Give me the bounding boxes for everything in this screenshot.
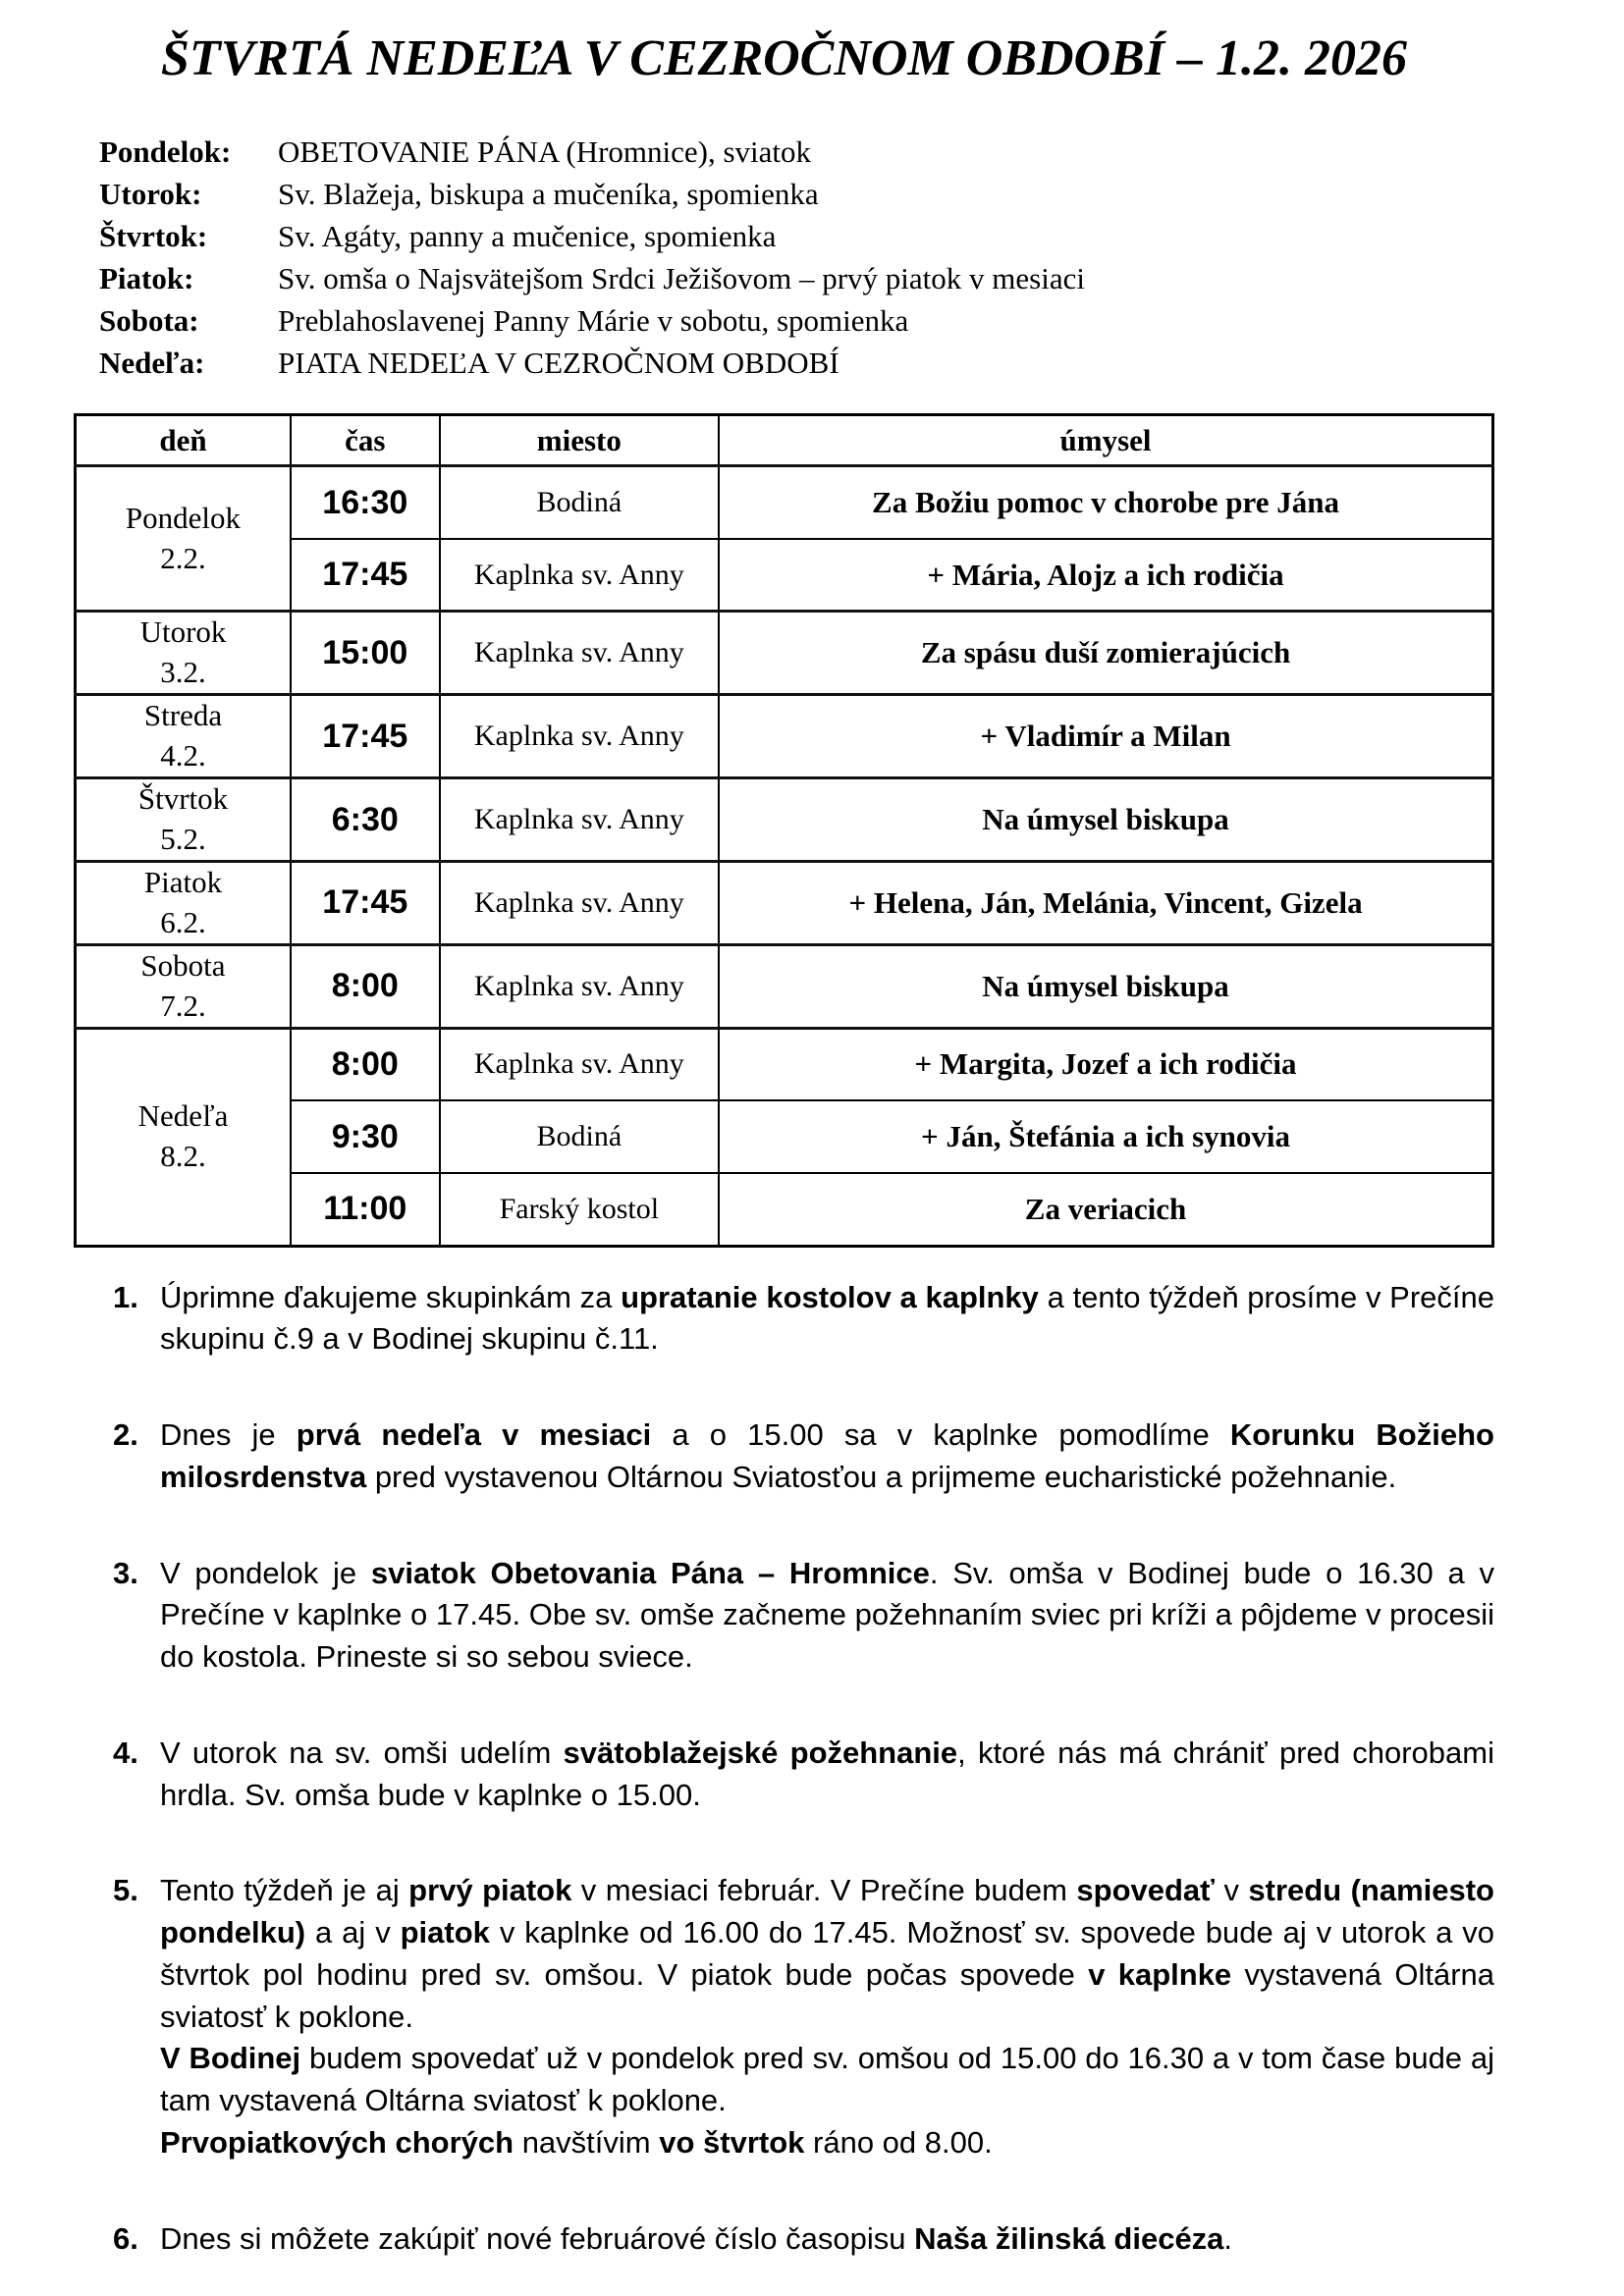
feast-row (99, 215, 1494, 257)
header-time: čas (291, 415, 440, 466)
intent-cell: + Vladimír a Milan (719, 695, 1492, 778)
feast-day-label: Piatok: (99, 261, 194, 296)
feast-day-label: Utorok: (99, 177, 202, 212)
feast-row (99, 131, 1494, 173)
intent-cell: + Helena, Ján, Melánia, Vincent, Gizela (719, 861, 1492, 944)
time-cell: 17:45 (291, 695, 440, 778)
announcement-number: 4. (113, 1735, 138, 1770)
feast-day-text: OBETOVANIE PÁNA (Hromnice), sviatok (278, 134, 812, 169)
time-cell: 11:00 (291, 1173, 440, 1246)
place-cell: Kaplnka sv. Anny (440, 539, 719, 612)
announcement-item (113, 1870, 1494, 2163)
feast-day-label: Štvrtok: (99, 219, 208, 254)
day-cell (76, 944, 291, 1028)
announcement-number: 2. (113, 1417, 138, 1453)
time-cell: 9:30 (291, 1100, 440, 1173)
time-cell: 15:00 (291, 612, 440, 695)
day-cell (76, 1028, 291, 1246)
day-cell (76, 466, 291, 612)
schedule-table (74, 413, 1494, 1247)
announcement-text: Dnes si môžete zakúpiť nové februárové číslo časopisu Naša žilinská diecéza. (160, 2220, 1233, 2256)
day-cell (76, 695, 291, 778)
place-cell: Bodiná (440, 466, 719, 539)
place-cell: Kaplnka sv. Anny (440, 944, 719, 1028)
feast-day-text: Preblahoslavenej Panny Márie v sobotu, spomienka (278, 303, 909, 339)
time-cell: 16:30 (291, 466, 440, 539)
place-cell: Kaplnka sv. Anny (440, 695, 719, 778)
day-date: 2.2. (160, 540, 206, 575)
mass-row (76, 944, 1493, 1028)
place-cell: Kaplnka sv. Anny (440, 1028, 719, 1100)
feast-row (99, 173, 1494, 215)
day-date: 8.2. (160, 1139, 206, 1174)
page-content (74, 29, 1494, 2261)
feast-row (99, 257, 1494, 299)
intent-cell: Na úmysel biskupa (719, 944, 1492, 1028)
intent-cell: Za veriacich (719, 1173, 1492, 1246)
day-date: 7.2. (160, 988, 206, 1023)
day-name: Sobota (140, 947, 226, 983)
day-date: 5.2. (160, 822, 206, 856)
feast-day-text: Sv. Blažeja, biskupa a mučeníka, spomienka (278, 177, 819, 212)
page-title: ŠTVRTÁ NEDEĽA V CEZROČNOM OBDOBÍ – 1.2. 2026 (161, 30, 1407, 86)
announcement-text: Dnes je prvá nedeľa v mesiaci a o 15.00 sa v kaplnke pomodlíme Korunku Božieho milosrdenstva pred vystavenou Oltárnou Sviatosťou a prijmeme eucharistické požehnanie. (160, 1417, 1494, 1494)
announcement-item (113, 1553, 1494, 1679)
announcement-text: V pondelok je sviatok Obetovania Pána – Hromnice. Sv. omša v Bodinej bude o 16.30 a v Prečíne v kaplnke o 17.45. Obe sv. omše začneme požehnaním sviec pri kríži a pôjdeme v procesii do kostola. Prineste si so sebou sviece. (160, 1555, 1494, 1675)
time-cell: 17:45 (291, 861, 440, 944)
day-name: Piatok (143, 864, 223, 899)
mass-row (76, 466, 1493, 539)
announcement-number: 1. (113, 1279, 138, 1314)
feast-day-label: Sobota: (99, 303, 199, 339)
day-name: Streda (143, 698, 223, 733)
intent-cell: + Margita, Jozef a ich rodičia (719, 1028, 1492, 1100)
day-date: 6.2. (160, 904, 206, 939)
day-cell (76, 612, 291, 695)
intent-cell: + Ján, Štefánia a ich synovia (719, 1100, 1492, 1173)
day-cell (76, 778, 291, 862)
feast-row (99, 342, 1494, 384)
intent-cell: Za spásu duší zomierajúcich (719, 612, 1492, 695)
announcement-item (113, 1277, 1494, 1362)
intent-cell: Za Božiu pomoc v chorobe pre Jána (719, 466, 1492, 539)
header-intention: úmysel (719, 415, 1492, 466)
mass-row (76, 695, 1493, 778)
intent-cell: + Mária, Alojz a ich rodičia (719, 539, 1492, 612)
day-date: 3.2. (160, 655, 206, 690)
feast-day-label: Pondelok: (99, 134, 232, 169)
place-cell: Farský kostol (440, 1173, 719, 1246)
day-name: Utorok (139, 614, 227, 650)
header-day: deň (76, 415, 291, 466)
mass-row (76, 612, 1493, 695)
time-cell: 17:45 (291, 539, 440, 612)
mass-row (76, 861, 1493, 944)
schedule-body (76, 466, 1493, 1246)
feast-day-text: Sv. omša o Najsvätejšom Srdci Ježišovom – prvý piatok v mesiaci (278, 261, 1085, 296)
place-cell: Kaplnka sv. Anny (440, 778, 719, 862)
announcement-item (113, 1733, 1494, 1817)
header-place: miesto (440, 415, 719, 466)
feast-day-text: PIATA NEDEĽA V CEZROČNOM OBDOBÍ (278, 346, 839, 381)
place-cell: Bodiná (440, 1100, 719, 1173)
announcements-list (113, 1277, 1494, 2261)
announcement-number: 5. (113, 1873, 138, 1908)
announcement-number: 3. (113, 1555, 138, 1590)
feast-day-label: Nedeľa: (99, 346, 205, 381)
mass-row (76, 778, 1493, 862)
day-date: 4.2. (160, 738, 206, 774)
time-cell: 8:00 (291, 944, 440, 1028)
place-cell: Kaplnka sv. Anny (440, 612, 719, 695)
time-cell: 6:30 (291, 778, 440, 862)
schedule-header (76, 415, 1493, 466)
announcement-text: Tento týždeň je aj prvý piatok v mesiaci február. V Prečíne budem spovedať v stredu (namiesto pondelku) a aj v piatok v kaplnke od 16.00 do 17.45. Možnosť sv. spovede bude aj v utorok a vo štvrtok pol hodinu pred sv. omšou. V piatok bude počas spovede v kaplnke vystavená Oltárna sviatosť k poklone. V Bodinej budem spovedať už v pondelok pred sv. omšou od 15.00 do 16.30 a v tom čase bude aj tam vystavená Oltárna sviatosť k poklone. Prvopiatkových chorých navštívim vo štvrtok ráno od 8.00. (160, 1873, 1494, 2161)
time-cell: 8:00 (291, 1028, 440, 1100)
announcement-item (113, 1415, 1494, 1499)
feast-day-text: Sv. Agáty, panny a mučenice, spomienka (278, 219, 777, 254)
day-name: Pondelok (125, 501, 242, 536)
feast-day-list (99, 131, 1494, 384)
day-name: Štvrtok (137, 781, 229, 817)
place-cell: Kaplnka sv. Anny (440, 861, 719, 944)
intent-cell: Na úmysel biskupa (719, 778, 1492, 862)
schedule-header-row (76, 415, 1493, 466)
announcement-text: Úprimne ďakujeme skupinkám za upratanie kostolov a kaplnky a tento týždeň prosíme v Prečíne skupinu č.9 a v Bodinej skupinu č.11. (160, 1279, 1494, 1357)
announcement-item (113, 2218, 1494, 2261)
feast-row (99, 299, 1494, 342)
day-name: Nedeľa (137, 1098, 229, 1134)
mass-row (76, 1028, 1493, 1100)
day-cell (76, 861, 291, 944)
announcement-number: 6. (113, 2220, 138, 2256)
announcement-text: V utorok na sv. omši udelím svätoblažejské požehnanie, ktoré nás má chrániť pred chorobami hrdla. Sv. omša bude v kaplnke o 15.00. (160, 1735, 1494, 1812)
